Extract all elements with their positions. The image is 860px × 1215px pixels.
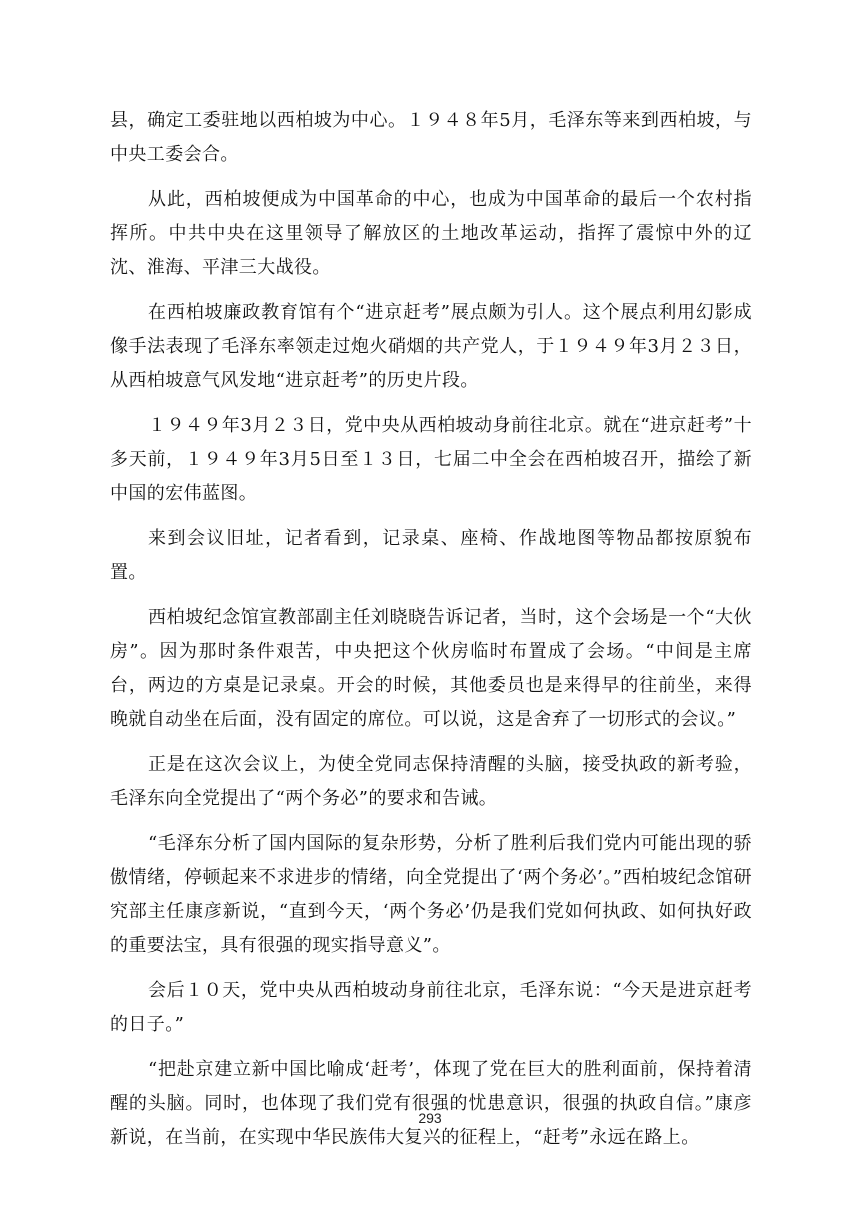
paragraph: 在西柏坡廉政教育馆有个“进京赶考”展点颇为引人。这个展点利用幻影成像手法表现了毛泽东率领走过炮火硝烟的共产党人，于１９４９年3月２３日，从西柏坡意气风发地“进京赶考”的历史片段。: [110, 302, 752, 391]
document-body: [110, 104, 752, 1166]
paragraph: “把赴京建立新中国比喻成‘赶考’，体现了党在巨大的胜利面前，保持着清醒的头脑。同时，也体现了我们党有很强的忧患意识，很强的执政自信。”康彦新说，在当前，在实现中华民族伟大复兴的征程上，“赶考”永远在路上。: [110, 1059, 752, 1148]
page-number: 293: [418, 1110, 442, 1126]
paragraph: 会后１０天，党中央从西柏坡动身前往北京，毛泽东说：“今天是进京赶考的日子。”: [110, 980, 752, 1035]
paragraph: 县，确定工委驻地以西柏坡为中心。１９４８年5月，毛泽东等来到西柏坡，与中央工委会合。: [110, 110, 752, 165]
paragraph: 从此，西柏坡便成为中国革命的中心，也成为中国革命的最后一个农村指挥所。中共中央在这里领导了解放区的土地改革运动，指挥了震惊中外的辽沈、淮海、平津三大战役。: [110, 189, 752, 278]
paragraph: 西柏坡纪念馆宣教部副主任刘晓晓告诉记者，当时，这个会场是一个“大伙房”。因为那时条件艰苦，中央把这个伙房临时布置成了会场。“中间是主席台，两边的方桌是记录桌。开会的时候，其他委员也是来得早的往前坐，来得晚就自动坐在后面，没有固定的席位。可以说，这是舍弃了一切形式的会议。”: [110, 607, 752, 730]
paragraph: 来到会议旧址，记者看到，记录桌、座椅、作战地图等物品都按原貌布置。: [110, 528, 752, 583]
paragraph: 正是在这次会议上，为使全党同志保持清醒的头脑，接受执政的新考验，毛泽东向全党提出了“两个务必”的要求和告诫。: [110, 754, 752, 809]
paragraph: １９４９年3月２３日，党中央从西柏坡动身前往北京。就在“进京赶考”十多天前，１９４９年3月5日至１３日，七届二中全会在西柏坡召开，描绘了新中国的宏伟蓝图。: [110, 415, 752, 504]
paragraph: “毛泽东分析了国内国际的复杂形势，分析了胜利后我们党内可能出现的骄傲情绪，停顿起来不求进步的情绪，向全党提出了‘两个务必’。”西柏坡纪念馆研究部主任康彦新说，“直到今天，‘两个务必’仍是我们党如何执政、如何执好政的重要法宝，具有很强的现实指导意义”。: [110, 833, 752, 956]
